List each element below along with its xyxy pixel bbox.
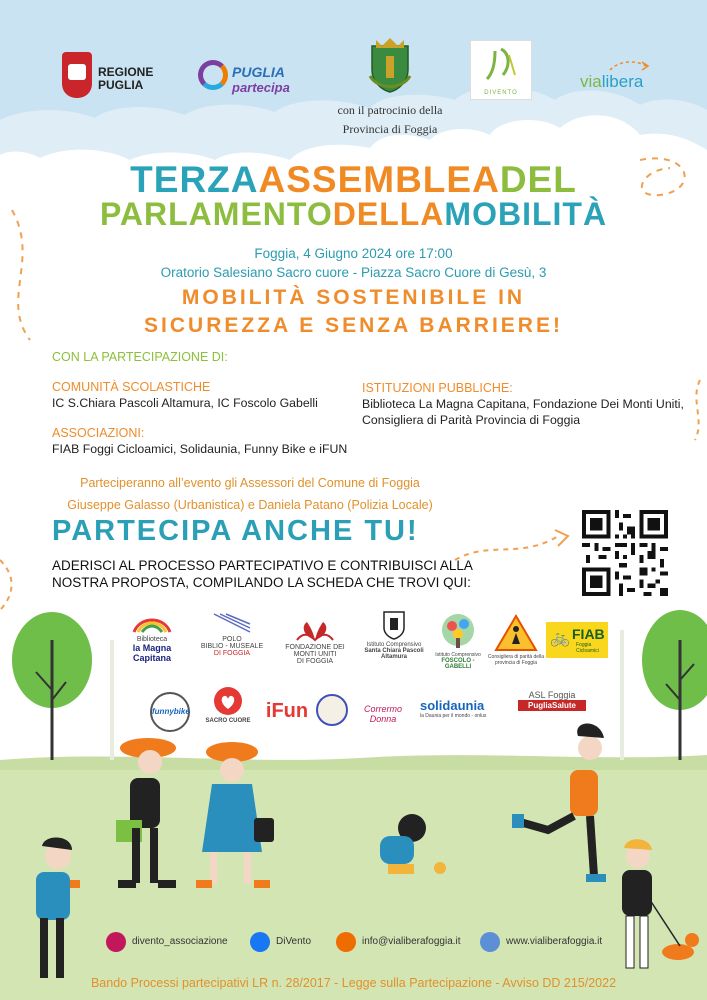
magna-capitana-arc-icon: [132, 612, 172, 634]
sponsor-sacro-cuore: [200, 686, 256, 724]
cta-line1: ADERISCI AL PROCESSO PARTECIPATIVO E CONTRIBUISCI ALLA: [52, 558, 473, 573]
sponsor-text: Santa Chiara Pascoli: [364, 648, 424, 654]
assessors-line1: Parteciperanno all’evento gli Assessori del Comune di Foggia: [80, 476, 420, 490]
website-url[interactable]: www.vialiberafoggia.it: [506, 936, 603, 947]
sponsor-text: FOSCOLO - GABELLI: [441, 658, 475, 670]
warning-sign-icon: [494, 614, 538, 652]
cta-heading: PARTECIPA ANCHE TU!: [52, 515, 419, 547]
title-word-della: DELLA: [332, 196, 445, 232]
facebook-handle[interactable]: DiVento: [276, 936, 312, 947]
facebook-icon[interactable]: [250, 932, 270, 952]
institutions-line2: Consigliera di Parità Provincia di Foggia: [362, 413, 581, 427]
cta-line2: NOSTRA PROPOSTA, COMPILANDO LA SCHEDA CHE TROVI QUI:: [52, 575, 471, 590]
associations-text: FIAB Foggi Cicloamici, Solidaunia, Funny Bike e iFUN: [52, 442, 348, 456]
sponsor-text: Cicloamici: [576, 648, 599, 654]
sponsor-ic-foscolo-gabelli: [430, 612, 486, 670]
sponsor-text: funnybike: [152, 707, 190, 716]
divento-logo: [470, 40, 532, 100]
title-word-parlamento: PARLAMENTO: [99, 196, 333, 232]
sponsor-text: SACRO CUORE: [205, 718, 251, 724]
sponsor-text: Corrermo Donna: [363, 704, 402, 724]
sponsor-text: FONDAZIONE DEI MONTI UNITI: [285, 644, 345, 658]
instagram-handle[interactable]: divento_associazione: [132, 936, 228, 947]
bando-footer-text: Bando Processi partecipativi LR n. 28/2017 - Legge sulla Partecipazione - Avviso DD 215/2022: [90, 976, 617, 990]
sponsor-text: Capitana: [132, 653, 171, 663]
sponsor-fondazione-monti-uniti: [276, 618, 354, 665]
title-word-terza: TERZA: [130, 159, 259, 200]
instagram-icon[interactable]: [106, 932, 126, 952]
puglia-partecipa-logo: [198, 58, 308, 102]
sponsor-text: FIAB: [572, 626, 605, 642]
sponsor-text: Biblioteca: [136, 636, 168, 643]
sponsor-text: la Magna: [132, 643, 172, 653]
ic-santa-chiara-crest-icon: [382, 610, 406, 640]
polo-stripes-icon: [212, 612, 252, 634]
provincia-foggia-patronage: [320, 36, 460, 136]
sponsor-text: Altamura: [380, 654, 407, 660]
schools-text: IC S.Chiara Pascoli Altamura, IC Foscolo Gabelli: [52, 396, 318, 410]
regione-label: REGIONE PUGLIA: [98, 65, 154, 92]
sponsor-fiab: [546, 622, 608, 658]
sponsor-text: solidaunia: [420, 698, 485, 713]
sponsor-text: iFun: [265, 700, 309, 722]
sponsor-solidaunia: [420, 698, 508, 719]
provincia-crest-icon: [368, 36, 412, 94]
fondazione-lotus-icon: [293, 618, 337, 642]
qr-code[interactable]: [582, 510, 668, 596]
sponsor-text: DI FOGGIA: [213, 650, 251, 657]
divento-label: DIVENTO: [484, 90, 518, 96]
sponsor-text: Istituto Comprensivo: [435, 652, 481, 658]
patronage-line2: Provincia di Foggia: [342, 122, 438, 136]
sponsor-asl-foggia: [518, 690, 586, 711]
email-address[interactable]: info@vialiberafoggia.it: [362, 936, 461, 947]
sponsor-text: provincia di Foggia: [495, 660, 537, 666]
slogan-line1: MOBILITÀ SOSTENIBILE IN: [181, 286, 526, 309]
event-date: Foggia, 4 Giugno 2024 ore 17:00: [254, 246, 453, 261]
sponsor-magna-capitana: [122, 612, 182, 663]
vialibera-via: via: [580, 72, 602, 91]
divento-mark-icon: [481, 45, 521, 85]
vialibera-libera: libera: [601, 72, 644, 91]
speech-bubble-icon: [198, 60, 228, 90]
bicycle-icon: 🚲: [550, 630, 570, 647]
email-icon[interactable]: [336, 932, 356, 952]
event-location: Oratorio Salesiano Sacro cuore - Piazza Sacro Cuore di Gesù, 3: [160, 265, 547, 280]
sponsor-text: la Daunia per il mondo - onlus: [420, 713, 487, 719]
sponsor-text: POLO: [222, 636, 242, 643]
title-word-del: DEL: [499, 159, 577, 200]
puglia-partecipa-line1: PUGLIA: [232, 64, 285, 80]
sponsor-text: DI FOGGIA: [296, 658, 334, 665]
institutions-line1: Biblioteca La Magna Capitana, Fondazione Dei Monti Uniti,: [362, 397, 684, 411]
slogan-line2: SICUREZZA E SENZA BARRIERE!: [144, 314, 563, 337]
sponsor-ic-santa-chiara: [362, 610, 426, 660]
sponsor-text: ASL Foggia: [528, 690, 576, 700]
title-line1: [0, 160, 707, 200]
sponsor-consigliera-parita: [486, 614, 546, 666]
heart-icon: [211, 686, 245, 716]
sponsor-ifun: [262, 700, 312, 723]
institutions-label: ISTITUZIONI PUBBLICHE:: [362, 381, 513, 395]
regione-puglia-logo: [62, 52, 162, 102]
sponsor-text: Istituto Comprensivo: [366, 642, 422, 648]
foscolo-tree-icon: [438, 612, 478, 650]
sponsor-text: PugliaSalute: [518, 700, 586, 711]
globe-icon[interactable]: [480, 932, 500, 952]
participation-heading: CON LA PARTECIPAZIONE DI:: [52, 350, 228, 364]
sponsor-polo-biblio-museale: [196, 612, 268, 657]
sponsor-round-badge: [316, 694, 348, 726]
title-word-mobilita: MOBILITÀ: [444, 196, 608, 232]
title-word-assemblea: ASSEMBLEA: [258, 159, 500, 200]
puglia-partecipa-line2: partecipa: [232, 80, 290, 95]
title-line2: [0, 196, 707, 232]
vialibera-logo: [580, 56, 660, 96]
assessors-line2: Giuseppe Galasso (Urbanistica) e Daniela Patano (Polizia Locale): [67, 498, 433, 512]
sponsor-text: Consigliera di parità della: [487, 654, 545, 660]
schools-label: COMUNITÀ SCOLASTICHE: [52, 380, 211, 394]
patronage-line1: con il patrocinio della: [337, 103, 443, 117]
sponsor-text: Foggia: [576, 642, 592, 648]
sponsor-text: BIBLIO - MUSEALE: [200, 643, 264, 650]
regione-shield-icon: [62, 52, 92, 98]
associations-label: ASSOCIAZIONI:: [52, 426, 145, 440]
sponsor-funnybike: [150, 692, 190, 732]
sponsor-corremo-donna: [352, 704, 414, 724]
